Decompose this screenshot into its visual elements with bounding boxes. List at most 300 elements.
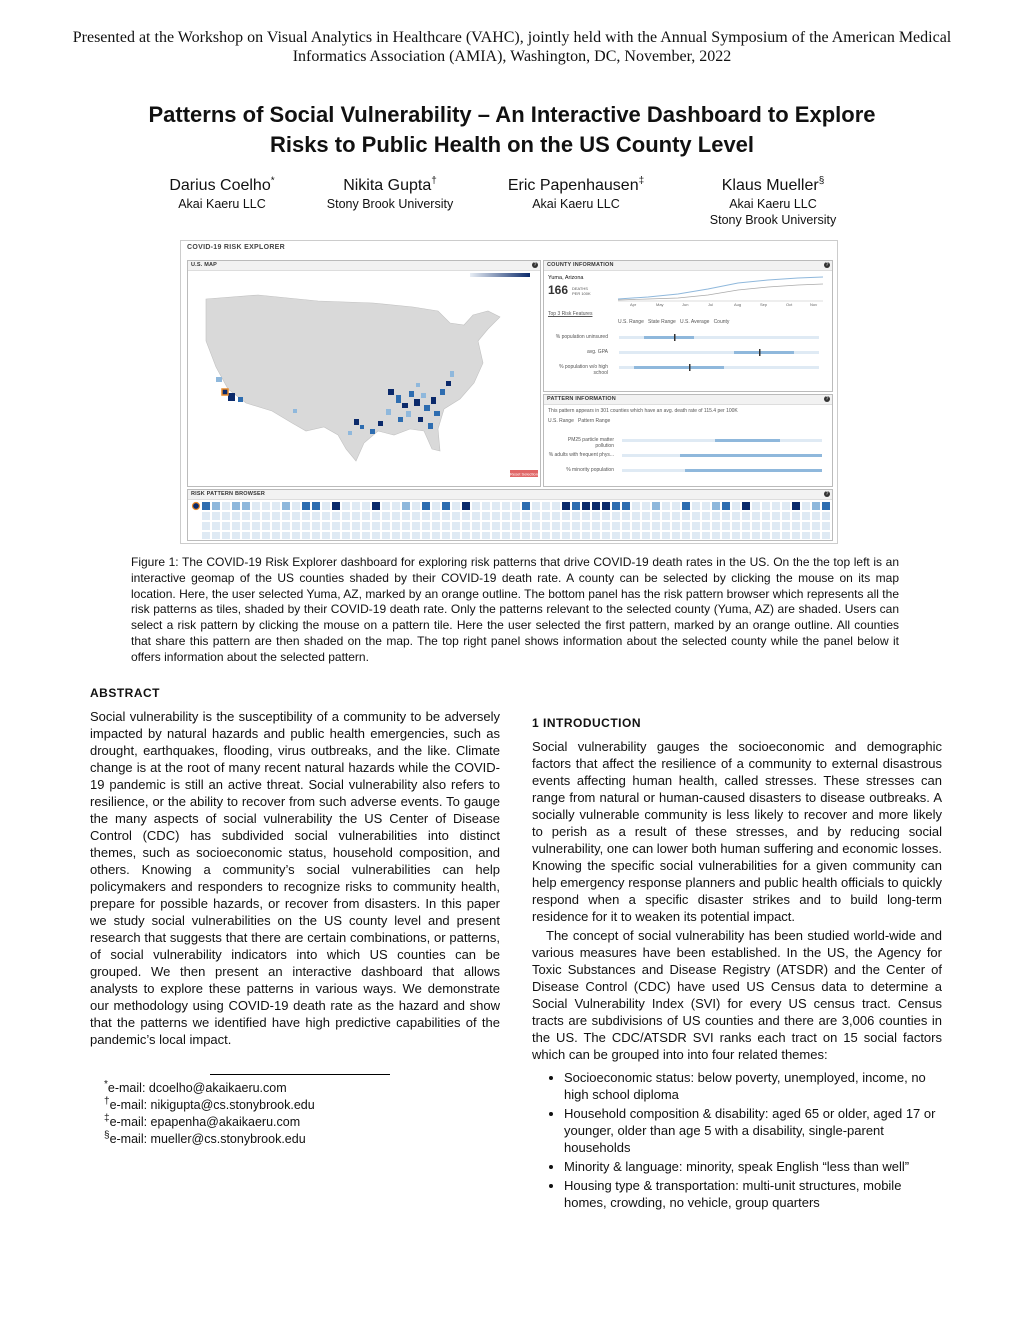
pattern-tile[interactable] <box>572 522 580 530</box>
pattern-tile[interactable] <box>442 522 450 530</box>
pattern-tile[interactable] <box>712 522 720 530</box>
pattern-tile[interactable] <box>772 502 780 510</box>
us-map[interactable] <box>188 271 540 485</box>
pattern-tile[interactable] <box>752 502 760 510</box>
author-mark: § <box>818 175 825 187</box>
pattern-tile[interactable] <box>772 532 780 539</box>
pattern-tile[interactable] <box>602 512 610 520</box>
county-deaths-unit: DEATHS PER 100K <box>572 286 591 296</box>
pattern-tile[interactable] <box>382 502 390 510</box>
pattern-tile[interactable] <box>782 532 790 539</box>
pattern-tile[interactable] <box>572 512 580 520</box>
pattern-tile[interactable] <box>602 532 610 539</box>
dashboard-figure <box>180 240 838 544</box>
pattern-tile[interactable] <box>632 502 640 510</box>
pattern-tile[interactable] <box>342 502 350 510</box>
pattern-tile[interactable] <box>552 532 560 539</box>
pattern-tile[interactable] <box>522 512 530 520</box>
pattern-tile[interactable] <box>532 532 540 539</box>
pattern-tile[interactable] <box>742 512 750 520</box>
pattern-tile[interactable] <box>342 532 350 539</box>
pattern-tile[interactable] <box>352 522 360 530</box>
pattern-tile[interactable] <box>382 512 390 520</box>
county-feature-label: % population uninsured <box>555 334 608 340</box>
pattern-tile[interactable] <box>682 512 690 520</box>
pattern-tile[interactable] <box>522 532 530 539</box>
pattern-tile[interactable] <box>242 512 250 520</box>
pattern-tile[interactable] <box>752 522 760 530</box>
author-name: Darius Coelho <box>169 177 271 194</box>
pattern-tile[interactable] <box>202 532 210 539</box>
pattern-tile[interactable] <box>402 502 410 510</box>
pattern-tile[interactable] <box>632 512 640 520</box>
pattern-tile[interactable] <box>512 502 520 510</box>
pattern-tile[interactable] <box>762 522 770 530</box>
author-affiliation-2: Stony Brook University <box>709 213 837 227</box>
pattern-tile[interactable] <box>762 532 770 539</box>
pattern-tile[interactable] <box>522 502 530 510</box>
pattern-tile[interactable] <box>492 502 500 510</box>
pattern-tile[interactable] <box>332 522 340 530</box>
pattern-tile[interactable] <box>222 512 230 520</box>
pattern-tile[interactable] <box>282 522 290 530</box>
pattern-tile[interactable] <box>392 532 400 539</box>
pattern-tile[interactable] <box>732 512 740 520</box>
pattern-tile[interactable] <box>672 532 680 539</box>
pattern-tile[interactable] <box>432 532 440 539</box>
pattern-tile[interactable] <box>202 502 210 510</box>
pattern-tile[interactable] <box>762 502 770 510</box>
pattern-tile[interactable] <box>402 532 410 539</box>
pattern-tile[interactable] <box>272 522 280 530</box>
pattern-tile[interactable] <box>612 532 620 539</box>
pattern-tile[interactable] <box>582 502 590 510</box>
pattern-tile[interactable] <box>622 512 630 520</box>
county-info-panel <box>543 260 833 392</box>
pattern-tile[interactable] <box>342 522 350 530</box>
pattern-tile[interactable] <box>462 532 470 539</box>
pattern-tile[interactable] <box>312 502 320 510</box>
pattern-tile[interactable] <box>432 512 440 520</box>
pattern-tile[interactable] <box>492 532 500 539</box>
pattern-tile[interactable] <box>812 512 820 520</box>
pattern-tile[interactable] <box>652 512 660 520</box>
pattern-tile[interactable] <box>562 522 570 530</box>
pattern-tile[interactable] <box>412 522 420 530</box>
pattern-tile[interactable] <box>622 532 630 539</box>
footnote-text: e-mail: nikigupta@cs.stonybrook.edu <box>109 1098 315 1112</box>
pattern-tile[interactable] <box>242 502 250 510</box>
pattern-tile[interactable] <box>222 502 230 510</box>
pattern-tile[interactable] <box>782 522 790 530</box>
pattern-tile[interactable] <box>492 512 500 520</box>
pattern-tile[interactable] <box>462 512 470 520</box>
pattern-tile[interactable] <box>362 502 370 510</box>
footnote-text: e-mail: epapenha@akaikaeru.com <box>109 1115 301 1129</box>
pattern-tile[interactable] <box>662 512 670 520</box>
pattern-tile[interactable] <box>702 502 710 510</box>
pattern-tile[interactable] <box>542 512 550 520</box>
pattern-tile[interactable] <box>282 512 290 520</box>
pattern-tile[interactable] <box>722 532 730 539</box>
footnote-mark: * <box>104 1078 108 1090</box>
pattern-tile[interactable] <box>312 532 320 539</box>
pattern-tile[interactable] <box>662 532 670 539</box>
pattern-tile[interactable] <box>802 532 810 539</box>
pattern-tile[interactable] <box>562 502 570 510</box>
pattern-tile[interactable] <box>812 532 820 539</box>
pattern-tile[interactable] <box>792 522 800 530</box>
svi-themes-list <box>532 1069 942 1211</box>
pattern-tile[interactable] <box>612 522 620 530</box>
pattern-tile[interactable] <box>462 502 470 510</box>
pattern-tile[interactable] <box>432 502 440 510</box>
pattern-tile[interactable] <box>622 522 630 530</box>
pattern-tile[interactable] <box>442 502 450 510</box>
pattern-tile[interactable] <box>292 522 300 530</box>
pattern-tile[interactable] <box>482 512 490 520</box>
pattern-tile[interactable] <box>722 522 730 530</box>
pattern-tile[interactable] <box>632 532 640 539</box>
pattern-tile[interactable] <box>472 502 480 510</box>
pattern-tile[interactable] <box>392 512 400 520</box>
help-icon[interactable]: ? <box>825 396 829 402</box>
pattern-tile[interactable] <box>212 532 220 539</box>
pattern-tile[interactable] <box>202 512 210 520</box>
pattern-tile[interactable] <box>372 512 380 520</box>
pattern-tile[interactable] <box>642 512 650 520</box>
pattern-tile[interactable] <box>742 502 750 510</box>
pattern-tile[interactable] <box>802 522 810 530</box>
pattern-legend <box>548 418 610 424</box>
selected-pattern-tile[interactable] <box>193 503 200 510</box>
pattern-tile[interactable] <box>282 502 290 510</box>
pattern-tile[interactable] <box>752 532 760 539</box>
us-outline <box>206 295 500 461</box>
pattern-tile[interactable] <box>322 522 330 530</box>
pattern-tile[interactable] <box>742 532 750 539</box>
help-icon[interactable]: ? <box>533 262 537 268</box>
pattern-tile[interactable] <box>212 512 220 520</box>
pattern-tile[interactable] <box>642 522 650 530</box>
pattern-tile[interactable] <box>362 532 370 539</box>
pattern-tile[interactable] <box>502 532 510 539</box>
pattern-tile[interactable] <box>482 522 490 530</box>
pattern-tile[interactable] <box>562 532 570 539</box>
pattern-tile[interactable] <box>422 502 430 510</box>
help-icon[interactable]: ? <box>825 262 829 268</box>
pattern-tile[interactable] <box>772 522 780 530</box>
pattern-tile[interactable] <box>502 502 510 510</box>
pattern-tile[interactable] <box>562 512 570 520</box>
pattern-tile[interactable] <box>292 512 300 520</box>
pattern-tile[interactable] <box>602 522 610 530</box>
pattern-tile[interactable] <box>622 502 630 510</box>
pattern-tile[interactable] <box>512 512 520 520</box>
pattern-tile[interactable] <box>212 502 220 510</box>
pattern-tile[interactable] <box>302 532 310 539</box>
pattern-tile[interactable] <box>232 512 240 520</box>
pattern-tile[interactable] <box>822 532 830 539</box>
death-rate-timeline <box>608 273 828 307</box>
pattern-tile[interactable] <box>692 532 700 539</box>
help-icon[interactable]: ? <box>825 491 829 497</box>
pattern-tile[interactable] <box>402 522 410 530</box>
pattern-tile[interactable] <box>462 522 470 530</box>
pattern-tile[interactable] <box>672 512 680 520</box>
legend-chip: Pattern Range <box>578 418 611 424</box>
pattern-tile[interactable] <box>672 502 680 510</box>
pattern-tile[interactable] <box>702 522 710 530</box>
timeline-month: May <box>656 302 664 307</box>
pattern-tile[interactable] <box>252 522 260 530</box>
pattern-tile[interactable] <box>552 522 560 530</box>
pattern-tile[interactable] <box>702 512 710 520</box>
pattern-tile[interactable] <box>552 502 560 510</box>
pattern-tile[interactable] <box>302 512 310 520</box>
pattern-tile[interactable] <box>822 502 830 510</box>
pattern-tile[interactable] <box>382 522 390 530</box>
pattern-tile[interactable] <box>752 512 760 520</box>
intro-paragraph-1: Social vulnerability gauges the socioeconomic and demographic factors that affect the resilience of a community to external disastrous events affecting human health, called stresses. These stresses can range from natural or human-caused disasters to disease outbreaks. A socially vulnerable community is less likely to recover and more likely to perish as a result of these stresses, and by reducing social vulnerability, one can lower both human suffering and economic losses. Knowing the specific social vulnerabilities for a given community can help emergency response planners and public health officials to quickly respond when a specific disaster strikes and to build long-term residence for it to weaken its potential impact. <box>532 739 942 924</box>
pattern-tile[interactable] <box>252 532 260 539</box>
pattern-tile[interactable] <box>302 502 310 510</box>
pattern-tile[interactable] <box>542 522 550 530</box>
pattern-tile[interactable] <box>502 512 510 520</box>
pattern-tile[interactable] <box>352 512 360 520</box>
county-feature-ranges <box>614 331 824 381</box>
pattern-tile[interactable] <box>362 512 370 520</box>
pattern-tile[interactable] <box>372 502 380 510</box>
pattern-feature-label: % adults with frequent phys... <box>548 452 614 458</box>
pattern-tile[interactable] <box>252 502 260 510</box>
pattern-feature-ranges <box>620 435 825 480</box>
pattern-tile[interactable] <box>732 502 740 510</box>
pattern-tile[interactable] <box>252 512 260 520</box>
pattern-tile[interactable] <box>492 522 500 530</box>
pattern-tile[interactable] <box>472 522 480 530</box>
pattern-tile[interactable] <box>582 522 590 530</box>
pattern-tile[interactable] <box>592 522 600 530</box>
pattern-tile[interactable] <box>272 512 280 520</box>
pattern-tile[interactable] <box>712 502 720 510</box>
pattern-tile[interactable] <box>632 522 640 530</box>
pattern-tile[interactable] <box>232 522 240 530</box>
pattern-tile[interactable] <box>712 512 720 520</box>
pattern-tile[interactable] <box>642 502 650 510</box>
pattern-tile[interactable] <box>542 532 550 539</box>
abstract-section <box>90 686 500 1048</box>
author-mark: ‡ <box>638 175 645 187</box>
pattern-tile[interactable] <box>782 502 790 510</box>
pattern-tile[interactable] <box>552 512 560 520</box>
pattern-tile[interactable] <box>452 502 460 510</box>
pattern-tile[interactable] <box>812 502 820 510</box>
pattern-tile[interactable] <box>812 522 820 530</box>
intro-paragraph-2: The concept of social vulnerability has been studied world-wide and various measures have been established. In the US, the Agency for Toxic Substances and Disease Registry (ATSDR) and the Center of Disease Control (CDC) have used US Census data to determine a Social Vulnerability Index (SVI) for every US census tract. Census tracts are subdivisions of US counties and there are 3,006 counties in the US. The CDC/ATSDR SVI ranks each tract on 15 social factors which can be grouped into into four related themes: <box>532 928 942 1062</box>
pattern-tile[interactable] <box>642 532 650 539</box>
pattern-tile[interactable] <box>512 522 520 530</box>
footnote-rule <box>210 1074 390 1075</box>
pattern-tile[interactable] <box>572 532 580 539</box>
pattern-tile[interactable] <box>332 502 340 510</box>
pattern-tile[interactable] <box>712 532 720 539</box>
pattern-tile[interactable] <box>692 502 700 510</box>
pattern-tile[interactable] <box>422 522 430 530</box>
pattern-tile[interactable] <box>792 512 800 520</box>
legend-chip: County <box>713 319 730 325</box>
pattern-tile[interactable] <box>232 502 240 510</box>
pattern-tile[interactable] <box>222 522 230 530</box>
pattern-tile[interactable] <box>342 512 350 520</box>
pattern-tile[interactable] <box>262 502 270 510</box>
pattern-tile[interactable] <box>322 502 330 510</box>
pattern-tile[interactable] <box>402 512 410 520</box>
pattern-tile[interactable] <box>472 512 480 520</box>
pattern-tile[interactable] <box>332 532 340 539</box>
pattern-tile[interactable] <box>322 512 330 520</box>
pattern-tile[interactable] <box>532 522 540 530</box>
pattern-tile[interactable] <box>662 522 670 530</box>
pattern-tile[interactable] <box>272 502 280 510</box>
figure-caption: Figure 1: The COVID-19 Risk Explorer dashboard for exploring risk patterns that drive COVID-19 death rates in the US. On the the top left is an interactive geomap of the US counties shaded by their COVID-19 death rate. A county can be selected by clicking the mouse on its map location. Here, the user selected Yuma, AZ, marked by an orange outline. The bottom panel has the risk pattern browser which represents all the risk patterns as tiles, shaded by their COVID-19 death rate. Only the patterns relevant to the selected county (Yuma, AZ) are shaded. Users can select a risk pattern by clicking the mouse on a pattern tile. Here the user selected the first pattern, marked by an orange outline. All counties that share this pattern are then shaded on the map. The top right panel shows information about the selected county while the panel below it offers information about the selected pattern. <box>131 555 899 664</box>
pattern-tile[interactable] <box>792 502 800 510</box>
pattern-tile[interactable] <box>542 502 550 510</box>
pattern-tile[interactable] <box>202 522 210 530</box>
pattern-tile[interactable] <box>312 522 320 530</box>
pattern-tile[interactable] <box>242 532 250 539</box>
pattern-tile[interactable] <box>292 532 300 539</box>
risk-pattern-browser-title: RISK PATTERN BROWSER <box>188 490 832 500</box>
legend-chip: State Range <box>648 319 676 325</box>
pattern-tile[interactable] <box>592 502 600 510</box>
pattern-tile[interactable] <box>512 532 520 539</box>
pattern-tile[interactable] <box>582 532 590 539</box>
author-name: Eric Papenhausen <box>507 177 639 194</box>
pattern-tile[interactable] <box>432 522 440 530</box>
pattern-tile[interactable] <box>362 522 370 530</box>
pattern-tile[interactable] <box>382 532 390 539</box>
list-item: • Socioeconomic status: below poverty, unemployed, income, no high school diploma <box>564 1069 942 1103</box>
pattern-tile[interactable] <box>442 512 450 520</box>
footnote <box>104 1097 315 1114</box>
pattern-tile[interactable] <box>232 532 240 539</box>
pattern-tile[interactable] <box>682 532 690 539</box>
pattern-tile[interactable] <box>652 532 660 539</box>
pattern-tile[interactable] <box>412 502 420 510</box>
pattern-tile[interactable] <box>742 522 750 530</box>
pattern-tile[interactable] <box>652 522 660 530</box>
pattern-tile[interactable] <box>242 522 250 530</box>
pattern-tile[interactable] <box>612 512 620 520</box>
pattern-tile[interactable] <box>332 512 340 520</box>
pattern-tile[interactable] <box>482 502 490 510</box>
pattern-tile[interactable] <box>652 502 660 510</box>
pattern-tile[interactable] <box>422 512 430 520</box>
pattern-tile[interactable] <box>672 522 680 530</box>
pattern-tile[interactable] <box>782 512 790 520</box>
workshop-header: Presented at the Workshop on Visual Analytics in Healthcare (VAHC), jointly held with the Annual Symposium of the American Medical Informatics Association (AMIA), Washington, DC, November, 2022 <box>72 29 952 65</box>
pattern-tile[interactable] <box>412 512 420 520</box>
pattern-tile[interactable] <box>682 502 690 510</box>
pattern-tile[interactable] <box>722 512 730 520</box>
pattern-tile[interactable] <box>502 522 510 530</box>
pattern-tile[interactable] <box>392 522 400 530</box>
pattern-tile[interactable] <box>612 502 620 510</box>
pattern-tile[interactable] <box>262 522 270 530</box>
pattern-tile[interactable] <box>722 502 730 510</box>
map-color-legend <box>470 273 530 277</box>
pattern-tile[interactable] <box>802 512 810 520</box>
pattern-tile[interactable] <box>602 502 610 510</box>
pattern-tile[interactable] <box>452 522 460 530</box>
pattern-tile[interactable] <box>472 532 480 539</box>
pattern-tile[interactable] <box>482 532 490 539</box>
pattern-tile[interactable] <box>422 532 430 539</box>
pattern-tile-grid[interactable] <box>190 501 830 539</box>
pattern-tile[interactable] <box>772 512 780 520</box>
pattern-tile[interactable] <box>312 512 320 520</box>
pattern-tile[interactable] <box>212 522 220 530</box>
pattern-tile[interactable] <box>582 512 590 520</box>
pattern-tile[interactable] <box>692 522 700 530</box>
reset-selection-label: Reset Selection <box>509 471 539 477</box>
pattern-tile[interactable] <box>442 532 450 539</box>
pattern-tile[interactable] <box>572 502 580 510</box>
pattern-tile[interactable] <box>372 522 380 530</box>
pattern-tile[interactable] <box>522 522 530 530</box>
pattern-tile[interactable] <box>392 502 400 510</box>
pattern-tile[interactable] <box>452 512 460 520</box>
pattern-tile[interactable] <box>822 522 830 530</box>
pattern-tile[interactable] <box>292 502 300 510</box>
pattern-tile[interactable] <box>302 522 310 530</box>
pattern-tile[interactable] <box>592 532 600 539</box>
pattern-tile[interactable] <box>802 502 810 510</box>
pattern-tile[interactable] <box>662 502 670 510</box>
pattern-tile[interactable] <box>792 532 800 539</box>
pattern-tile[interactable] <box>532 512 540 520</box>
pattern-tile[interactable] <box>352 532 360 539</box>
author-affiliation: Akai Kaeru LLC <box>532 197 620 211</box>
pattern-tile[interactable] <box>282 532 290 539</box>
county-name: Yuma, Arizona <box>548 275 584 281</box>
pattern-tile[interactable] <box>822 512 830 520</box>
pattern-tile[interactable] <box>532 502 540 510</box>
pattern-tile[interactable] <box>262 512 270 520</box>
pattern-tile[interactable] <box>692 512 700 520</box>
pattern-tile[interactable] <box>322 532 330 539</box>
pattern-tile[interactable] <box>262 532 270 539</box>
author-3 <box>476 176 676 212</box>
pattern-tile[interactable] <box>732 522 740 530</box>
pattern-tile[interactable] <box>762 512 770 520</box>
pattern-tile[interactable] <box>352 502 360 510</box>
pattern-tile[interactable] <box>702 532 710 539</box>
pattern-tile[interactable] <box>272 532 280 539</box>
timeline-month: Apr <box>630 302 637 307</box>
author-name: Klaus Mueller <box>721 177 819 194</box>
pattern-tile[interactable] <box>222 532 230 539</box>
footnote-mark: § <box>104 1129 110 1141</box>
pattern-tile[interactable] <box>372 532 380 539</box>
pattern-tile[interactable] <box>412 532 420 539</box>
pattern-tile[interactable] <box>732 532 740 539</box>
pattern-tile[interactable] <box>592 512 600 520</box>
pattern-tile[interactable] <box>682 522 690 530</box>
pattern-tile[interactable] <box>452 532 460 539</box>
selected-county-yuma[interactable] <box>222 389 228 395</box>
